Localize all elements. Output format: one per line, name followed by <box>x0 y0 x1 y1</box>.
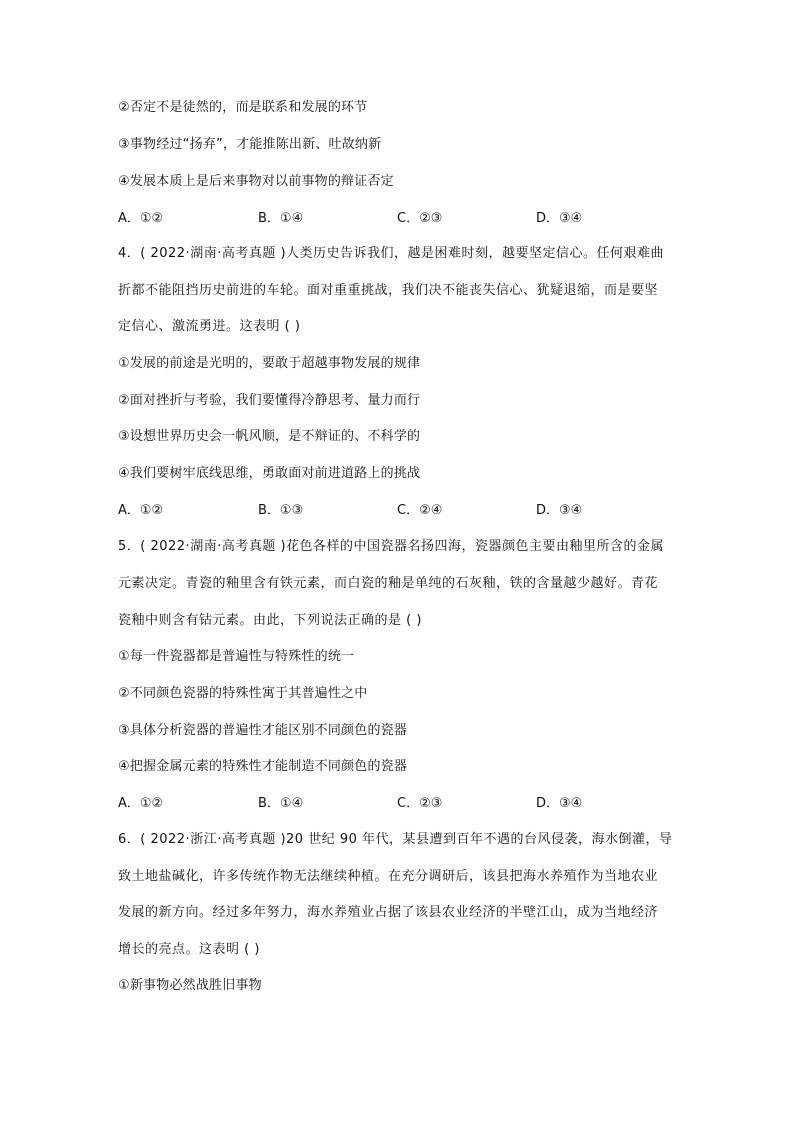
q5-stem-line-2: 元素决定。青瓷的釉里含有铁元素，而白瓷的釉是单纯的石灰釉，铁的含量越少越好。青花 <box>118 576 659 591</box>
q4-stem-line-1: 4．( 2022·湖南·高考真题 )人类历史告诉我们，越是困难时刻，越要坚定信心。任何艰难曲 <box>118 246 665 261</box>
q5-choice-d[interactable]: D．③④ <box>536 796 583 811</box>
q4-option-4: ④我们要树牢底线思维，勇敢面对前进道路上的挑战 <box>118 466 421 481</box>
q6-stem-line-1: 6．( 2022·浙江·高考真题 )20 世纪 90 年代，某县遭到百年不遇的台风侵袭，海水倒灌，导 <box>118 832 673 847</box>
q5-choice-c[interactable]: C．②③ <box>397 796 443 811</box>
q4-choice-b[interactable]: B．①③ <box>258 503 304 518</box>
q3-option-2: ②否定不是徒然的，而是联系和发展的环节 <box>118 100 368 115</box>
q3-choice-d[interactable]: D．③④ <box>536 211 583 226</box>
q5-choice-b[interactable]: B．①④ <box>258 796 304 811</box>
q6-stem-line-3: 发展的新方向。经过多年努力，海水养殖业占据了该县农业经济的半壁江山，成为当地经济 <box>118 905 659 920</box>
q5-choice-a[interactable]: A．①② <box>118 796 164 811</box>
q4-stem-line-2: 折都不能阻挡历史前进的车轮。面对重重挑战，我们决不能丧失信心、犹疑退缩，而是要坚 <box>118 283 659 298</box>
q4-stem-line-3: 定信心、激流勇进。这表明 ( ) <box>118 319 301 334</box>
q3-choice-b[interactable]: B．①④ <box>258 211 304 226</box>
q3-answer-choices <box>118 210 678 228</box>
q4-choice-a[interactable]: A．①② <box>118 503 164 518</box>
q3-choice-c[interactable]: C．②③ <box>397 211 443 226</box>
q5-option-1: ①每一件瓷器都是普遍性与特殊性的统一 <box>118 649 355 664</box>
q3-choice-a[interactable]: A．①② <box>118 211 164 226</box>
q5-stem-line-3: 瓷釉中则含有钴元素。由此，下列说法正确的是 ( ) <box>118 613 422 628</box>
q4-option-2: ②面对挫折与考验，我们要懂得冷静思考、量力而行 <box>118 393 421 408</box>
q5-option-2: ②不同颜色瓷器的特殊性寓于其普遍性之中 <box>118 686 368 701</box>
q4-choice-c[interactable]: C．②④ <box>397 503 443 518</box>
q5-stem-line-1: 5．( 2022·湖南·高考真题 )花色各样的中国瓷器名扬四海，瓷器颜色主要由釉里所含的金属 <box>118 539 665 554</box>
q6-stem-line-4: 增长的亮点。这表明 ( ) <box>118 942 260 957</box>
q4-option-1: ①发展的前途是光明的，要敢于超越事物发展的规律 <box>118 356 421 371</box>
q5-option-4: ④把握金属元素的特殊性才能制造不同颜色的瓷器 <box>118 759 408 774</box>
q6-option-1: ①新事物必然战胜旧事物 <box>118 978 262 993</box>
q5-answer-choices <box>118 795 678 813</box>
q3-option-4: ④发展本质上是后来事物对以前事物的辩证否定 <box>118 174 394 189</box>
q4-option-3: ③设想世界历史会一帆风顺，是不辩证的、不科学的 <box>118 429 421 444</box>
q6-stem-line-2: 致土地盐碱化，许多传统作物无法继续种植。在充分调研后，该县把海水养殖作为当地农业 <box>118 869 659 884</box>
q5-option-3: ③具体分析瓷器的普遍性才能区别不同颜色的瓷器 <box>118 723 408 738</box>
q4-choice-d[interactable]: D．③④ <box>536 503 583 518</box>
q3-option-3: ③事物经过“扬弃”，才能推陈出新、吐故纳新 <box>118 137 382 152</box>
q4-answer-choices <box>118 502 678 520</box>
